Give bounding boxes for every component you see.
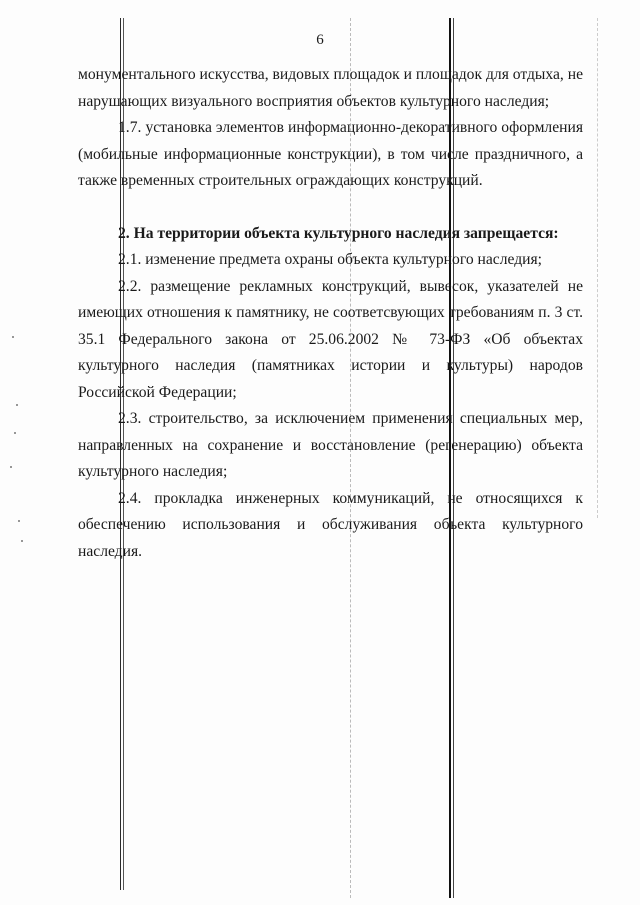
scan-speck <box>10 466 12 468</box>
paragraph-2-1: 2.1. изменение предмета охраны объекта культурного наследия; <box>118 251 542 268</box>
page-number: 6 <box>316 32 324 48</box>
scan-speck <box>12 336 14 338</box>
section-heading: 2. На территории объекта культурного наследия запрещается: <box>118 224 559 242</box>
paragraph-continuation: монументального искусства, видовых площадок и площадок для отдыха, не нарушающих визуального восприятия объектов культурного наследия; <box>78 66 583 110</box>
scan-speck <box>21 540 23 542</box>
paragraph-2-3: 2.3. строительство, за исключением применения специальных мер, направленных на сохранение и восстановление (регенерацию) объекта культурного наследия; <box>78 410 583 480</box>
scan-line-artifact <box>597 18 598 518</box>
document-body <box>78 62 583 565</box>
paragraph-2-4: 2.4. прокладка инженерных коммуникаций, не относящихся к обеспечению использования и обслуживания объекта культурного наследия. <box>78 489 583 560</box>
scan-speck <box>16 404 18 406</box>
paragraph-1-7: 1.7. установка элементов информационно-декоративного оформления (мобильные информационные конструкции), в том числе праздничного, а также временных строительных ограждающих конструкций. <box>78 119 583 189</box>
scan-speck <box>14 432 16 434</box>
paragraph-2-2: 2.2. размещение рекламных конструкций, вывесок, указателей не имеющих отношения к памятнику, не соответсвующих требованиям п. 3 ст. 35.1 Федерального закона от 25.06.2002 № 73-ФЗ «Об объектах культурного наследия (памятниках истории и культуры) народов Российской Федерации; <box>78 277 583 401</box>
scan-speck <box>18 520 20 522</box>
